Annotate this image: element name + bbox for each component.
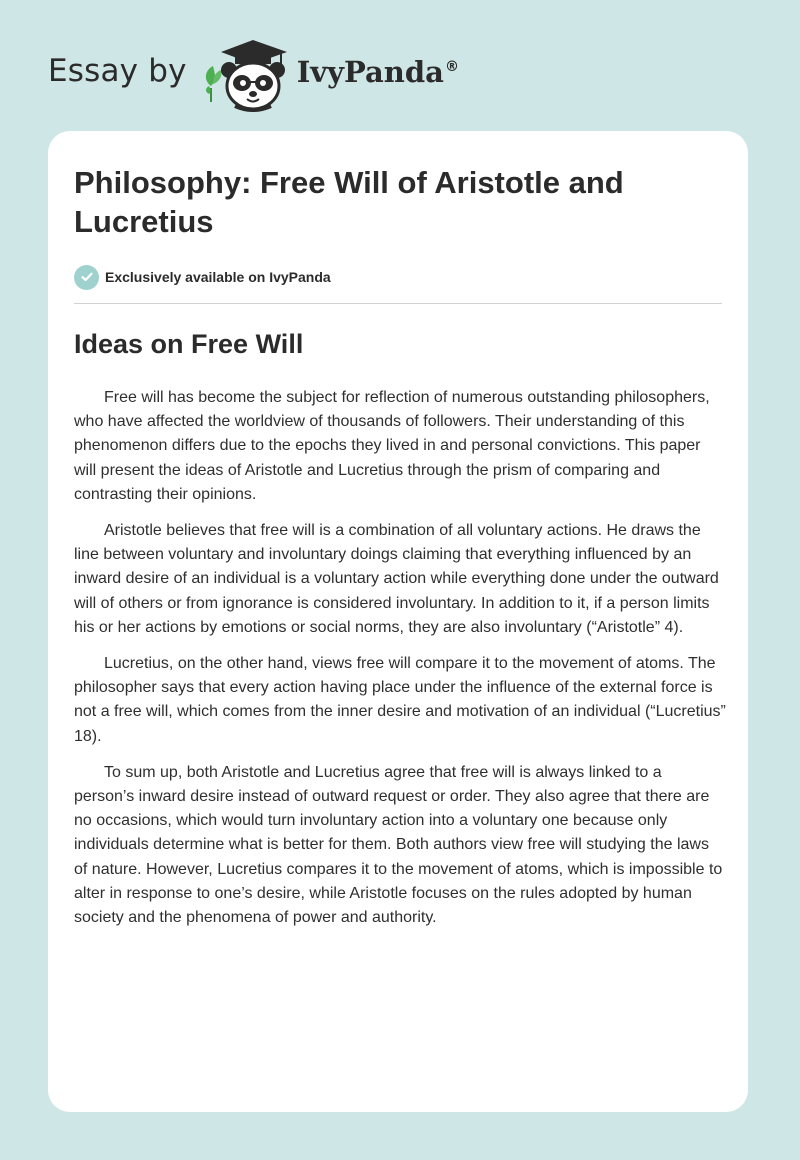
divider bbox=[74, 303, 722, 304]
article-body bbox=[74, 386, 726, 942]
paragraph: Free will has become the subject for reflection of numerous outstanding philosophers, who have affected the worldview of thousands of followers. Their understanding of this phenomenon differs due to the epochs they lived in and personal convictions. This paper will present the ideas of Aristotle and Lucretius through the prism of comparing and contrasting their opinions. bbox=[74, 389, 710, 503]
paragraph: Lucretius, on the other hand, views free will compare it to the movement of atoms. The philosopher says that every action having place under the influence of the external force is not a free will, which comes from the inner desire and motivation of an individual (“Lucretius” 18). bbox=[74, 655, 726, 745]
article-card bbox=[48, 131, 748, 1112]
check-circle-icon bbox=[74, 265, 99, 290]
brand-text: IvyPanda bbox=[296, 55, 444, 89]
panda-graduate-icon[interactable] bbox=[201, 36, 293, 112]
paragraph: To sum up, both Aristotle and Lucretius agree that free will is always linked to a person’s inward desire instead of outward request or order. They also agree that there are no occasions, which would turn involuntary action into a voluntary one because only individuals determine what is better for them. Both authors view free will studying the laws of nature. However, Lucretius compares it to the movement of atoms, which is impossible to alter in response to one’s desire, while Aristotle focuses on the rules adopted by human society and the phenomena of power and authority. bbox=[74, 763, 723, 927]
brand-name[interactable] bbox=[297, 55, 459, 89]
site-header bbox=[48, 34, 459, 114]
exclusive-badge bbox=[74, 264, 331, 290]
exclusive-label: Exclusively available on IvyPanda bbox=[105, 269, 331, 285]
section-heading: Ideas on Free Will bbox=[74, 329, 304, 359]
paragraph: Aristotle believes that free will is a combination of all voluntary actions. He draws the line between voluntary and involuntary doings claiming that everything influenced by an inward desire of an individual is a voluntary action while everything done under the outward will of others or from ignorance is considered involuntary. In addition to it, if a person limits his or her actions by emotions or social norms, they are also involuntary (“Aristotle” 4). bbox=[74, 522, 719, 636]
article-title: Philosophy: Free Will of Aristotle and Lucretius bbox=[74, 165, 624, 239]
registered-mark: ® bbox=[444, 59, 459, 76]
essay-by-label: Essay by bbox=[48, 53, 187, 89]
